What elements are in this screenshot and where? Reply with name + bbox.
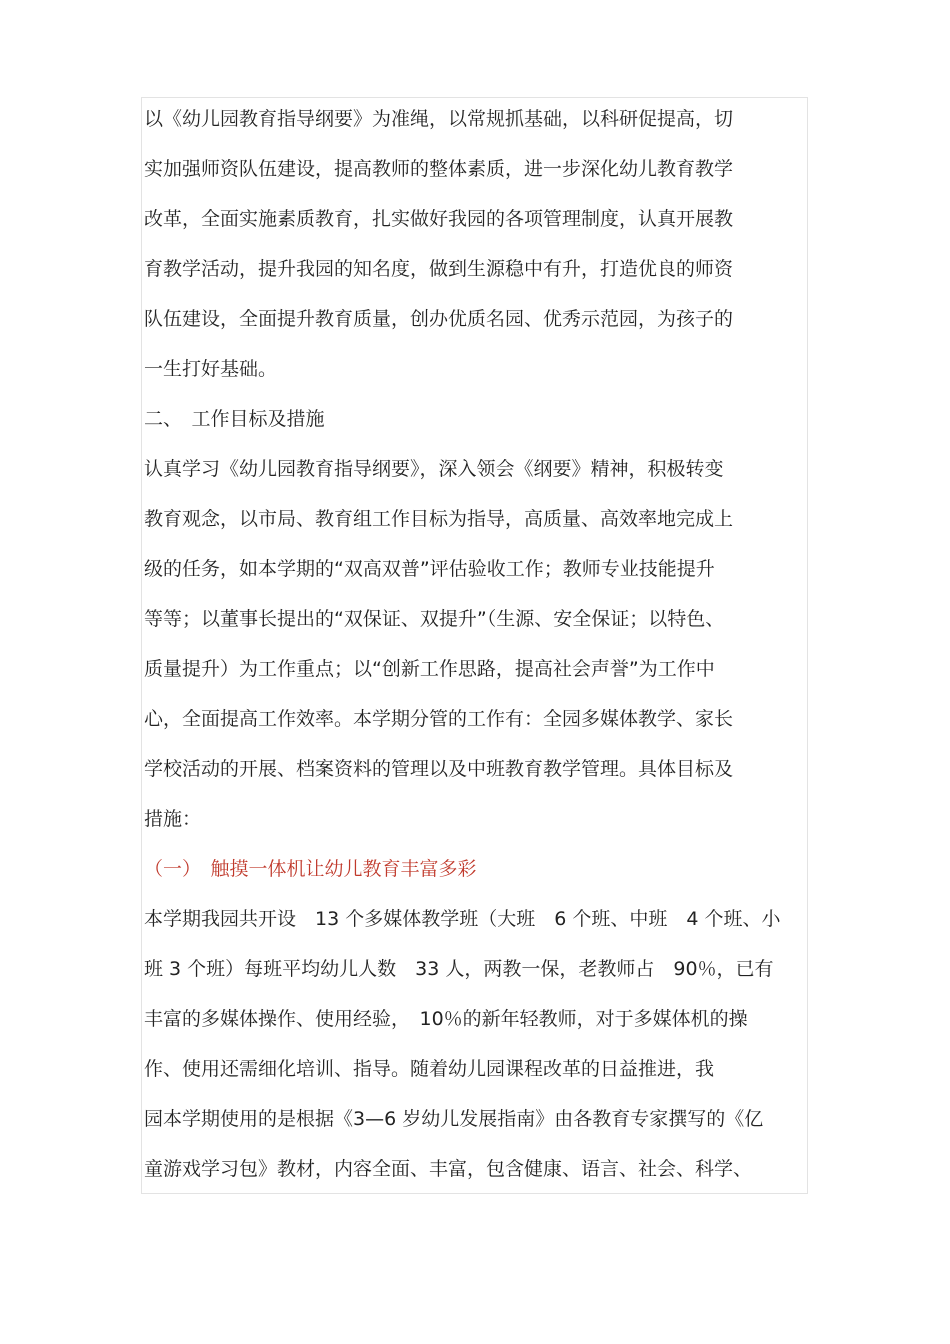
paragraph-line: 实加强师资队伍建设，提高教师的整体素质，进一步深化幼儿教育教学 (144, 158, 734, 180)
paragraph-line: 级的任务，如本学期的“双高双普”评估验收工作；教师专业技能提升 (144, 558, 715, 580)
paragraph-line: 等等；以董事长提出的“双保证、双提升”（生源、安全保证；以特色、 (144, 608, 725, 630)
paragraph-line: 教育观念，以市局、教育组工作目标为指导，高质量、高效率地完成上 (144, 508, 734, 530)
paragraph-line: 学校活动的开展、档案资料的管理以及中班教育教学管理。具体目标及 (144, 758, 734, 780)
section-heading: 二、 工作目标及措施 (144, 408, 325, 430)
subsection-heading: （一） 触摸一体机让幼儿教育丰富多彩 (144, 858, 477, 880)
document-body (144, 101, 806, 1201)
paragraph-line: 以《幼儿园教育指导纲要》为准绳，以常规抓基础，以科研促提高，切 (144, 108, 734, 130)
paragraph-line: 本学期我园共开设 13 个多媒体教学班（大班 6 个班、中班 4 个班、小 (144, 908, 781, 930)
paragraph-line: 认真学习《幼儿园教育指导纲要》，深入领会《纲要》精神，积极转变 (144, 458, 724, 480)
paragraph-line: 作、使用还需细化培训、指导。随着幼儿园课程改革的日益推进，我 (144, 1058, 715, 1080)
paragraph-line: 一生打好基础。 (144, 358, 278, 380)
paragraph-line: 童游戏学习包》教材，内容全面、丰富，包含健康、语言、社会、科学、 (144, 1158, 753, 1180)
paragraph-line: 心，全面提高工作效率。本学期分管的工作有：全园多媒体教学、家长 (144, 708, 734, 730)
paragraph-line: 改革，全面实施素质教育，扎实做好我园的各项管理制度，认真开展教 (144, 208, 734, 230)
paragraph-line: 措施： (144, 808, 202, 830)
paragraph-line: 班 3 个班）每班平均幼儿人数 33 人，两教一保，老教师占 90％，已有 (144, 958, 774, 980)
paragraph-line: 园本学期使用的是根据《3—6 岁幼儿发展指南》由各教育专家撰写的《亿 (144, 1108, 764, 1130)
paragraph-line: 队伍建设，全面提升教育质量，创办优质名园、优秀示范园，为孩子的 (144, 308, 734, 330)
paragraph-line: 质量提升）为工作重点；以“创新工作思路，提高社会声誉”为工作中 (144, 658, 715, 680)
paragraph-line: 丰富的多媒体操作、使用经验， 10％的新年轻教师，对于多媒体机的操 (144, 1008, 748, 1030)
paragraph-line: 育教学活动，提升我园的知名度，做到生源稳中有升，打造优良的师资 (144, 258, 734, 280)
